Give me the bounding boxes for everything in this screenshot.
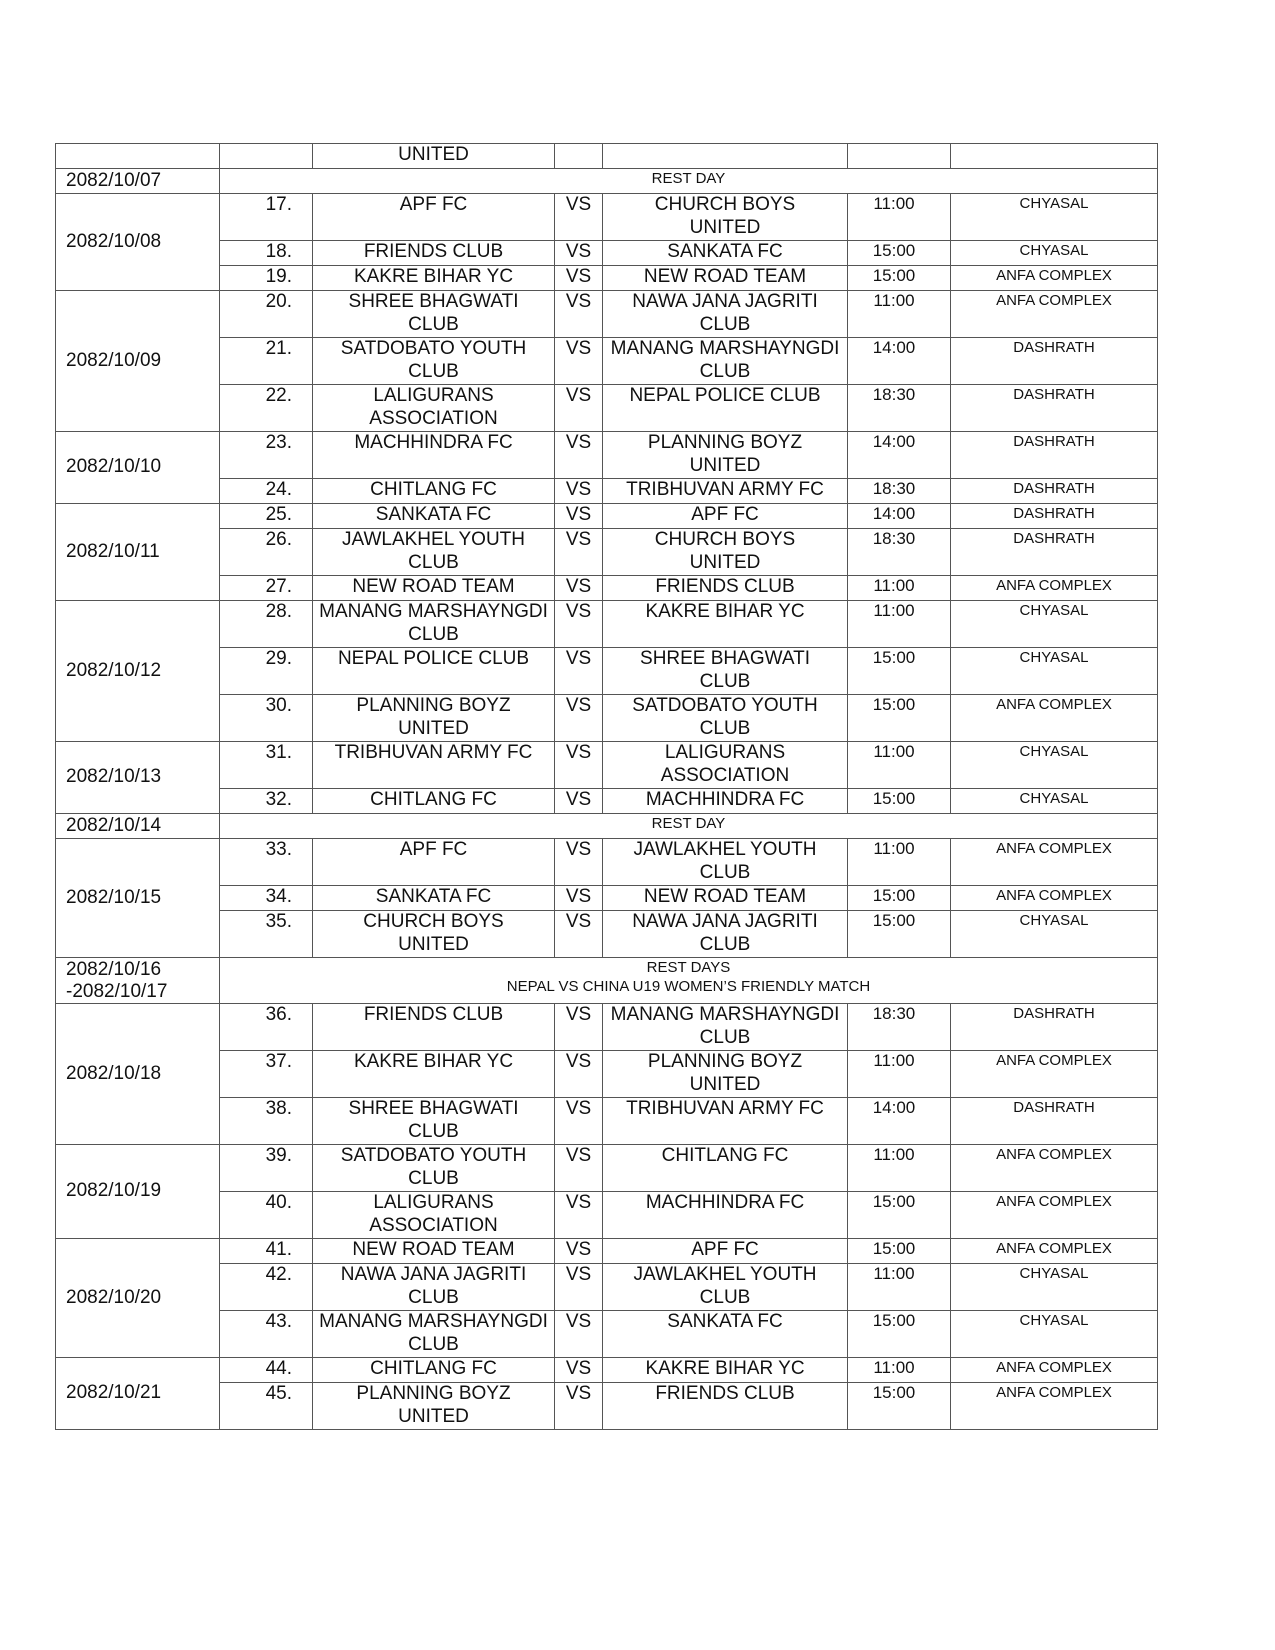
away-team-cell: FRIENDS CLUB: [603, 576, 848, 601]
time-cell: 14:00: [848, 432, 951, 479]
time-cell: 11:00: [848, 1358, 951, 1383]
home-team-cell: [313, 385, 555, 432]
match-number-cell: 40.: [220, 1192, 313, 1239]
vs-cell: VS: [555, 338, 603, 385]
match-row: [56, 1192, 1158, 1239]
match-number-cell: 29.: [220, 648, 313, 695]
venue-cell: ANFA COMPLEX: [951, 1051, 1158, 1098]
match-number-cell: 35.: [220, 911, 313, 958]
match-row: [56, 576, 1158, 601]
time-cell: 11:00: [848, 601, 951, 648]
rest-note-cell: [220, 958, 1158, 1004]
vs-cell: VS: [555, 1098, 603, 1145]
time-cell: 15:00: [848, 266, 951, 291]
venue-cell: ANFA COMPLEX: [951, 886, 1158, 911]
match-number-cell: 27.: [220, 576, 313, 601]
match-row: [56, 789, 1158, 814]
time-cell: 15:00: [848, 911, 951, 958]
match-row: [56, 1051, 1158, 1098]
away-team-cell-text: NAWA JANA JAGRITI CLUB: [632, 911, 818, 955]
venue-cell: ANFA COMPLEX: [951, 266, 1158, 291]
away-team-cell: TRIBHUVAN ARMY FC: [603, 1098, 848, 1145]
home-team-cell-text: LALIGURANS ASSOCIATION: [369, 1192, 498, 1236]
vs-cell: VS: [555, 1239, 603, 1264]
match-row: [56, 529, 1158, 576]
home-team-cell-text: JAWLAKHEL YOUTH CLUB: [341, 529, 525, 573]
time-cell: 15:00: [848, 1383, 951, 1430]
home-team-cell-text: LALIGURANS ASSOCIATION: [369, 385, 498, 429]
home-team-cell: NEPAL POLICE CLUB: [313, 648, 555, 695]
time-cell: 11:00: [848, 576, 951, 601]
away-team-cell: [603, 432, 848, 479]
time-cell: 18:30: [848, 385, 951, 432]
away-team-cell: MACHHINDRA FC: [603, 789, 848, 814]
match-number-cell: 42.: [220, 1264, 313, 1311]
time-cell: 18:30: [848, 479, 951, 504]
venue-cell: DASHRATH: [951, 1098, 1158, 1145]
rest-note-cell: [220, 814, 1158, 839]
vs-cell: VS: [555, 1145, 603, 1192]
match-number-cell: 22.: [220, 385, 313, 432]
home-team-cell: SANKATA FC: [313, 504, 555, 529]
match-row: [56, 291, 1158, 338]
date-cell: 2082/10/15: [56, 839, 220, 958]
home-team-cell-text: SHREE BHAGWATI CLUB: [348, 1098, 519, 1142]
time-cell: 14:00: [848, 1098, 951, 1145]
vs-cell: VS: [555, 504, 603, 529]
match-row: [56, 1239, 1158, 1264]
venue-cell: CHYASAL: [951, 601, 1158, 648]
home-team-cell: [313, 1192, 555, 1239]
vs-cell: VS: [555, 911, 603, 958]
match-row: [56, 1358, 1158, 1383]
time-cell: 11:00: [848, 742, 951, 789]
match-row: [56, 266, 1158, 291]
date-cell: 2082/10/08: [56, 194, 220, 291]
away-team-cell: SANKATA FC: [603, 1311, 848, 1358]
match-number-cell: 26.: [220, 529, 313, 576]
venue-cell: CHYASAL: [951, 194, 1158, 241]
vs-cell: VS: [555, 1264, 603, 1311]
venue-cell: DASHRATH: [951, 338, 1158, 385]
venue-cell: ANFA COMPLEX: [951, 839, 1158, 886]
rest-day-row: [56, 958, 1158, 1004]
away-team-cell: [603, 1051, 848, 1098]
time-cell: 11:00: [848, 1051, 951, 1098]
away-team-cell-text: CHURCH BOYS UNITED: [654, 194, 796, 238]
venue-cell: DASHRATH: [951, 504, 1158, 529]
match-number-cell: 36.: [220, 1004, 313, 1051]
vs-cell: VS: [555, 241, 603, 266]
home-team-cell: TRIBHUVAN ARMY FC: [313, 742, 555, 789]
home-team-cell-text: MANANG MARSHAYNGDI CLUB: [319, 1311, 548, 1355]
match-number-cell: 23.: [220, 432, 313, 479]
venue-cell: ANFA COMPLEX: [951, 576, 1158, 601]
time-cell: 11:00: [848, 1264, 951, 1311]
time-cell: 11:00: [848, 839, 951, 886]
away-team-cell-text: SATDOBATO YOUTH CLUB: [632, 695, 818, 739]
match-row: [56, 194, 1158, 241]
away-team-cell: APF FC: [603, 1239, 848, 1264]
match-row: [56, 1383, 1158, 1430]
home-team-cell: [313, 1383, 555, 1430]
venue-cell: CHYASAL: [951, 1264, 1158, 1311]
date-cell: [56, 144, 220, 169]
venue-cell: DASHRATH: [951, 479, 1158, 504]
time-cell: [848, 144, 951, 169]
match-row: [56, 839, 1158, 886]
match-row: [56, 695, 1158, 742]
time-cell: 15:00: [848, 1192, 951, 1239]
away-team-cell: [603, 194, 848, 241]
vs-cell: VS: [555, 742, 603, 789]
home-team-cell: [313, 529, 555, 576]
home-team-cell: [313, 338, 555, 385]
home-team-cell: CHITLANG FC: [313, 1358, 555, 1383]
vs-cell: VS: [555, 601, 603, 648]
date-cell: 2082/10/14: [56, 814, 220, 839]
match-row: [56, 338, 1158, 385]
time-cell: 18:30: [848, 529, 951, 576]
home-team-cell: [313, 1145, 555, 1192]
vs-cell: VS: [555, 576, 603, 601]
vs-cell: VS: [555, 194, 603, 241]
venue-cell: CHYASAL: [951, 241, 1158, 266]
home-team-cell: KAKRE BIHAR YC: [313, 1051, 555, 1098]
venue-cell: ANFA COMPLEX: [951, 291, 1158, 338]
vs-cell: VS: [555, 432, 603, 479]
match-row: [56, 432, 1158, 479]
away-team-cell: NEW ROAD TEAM: [603, 266, 848, 291]
venue-cell: ANFA COMPLEX: [951, 1145, 1158, 1192]
vs-cell: VS: [555, 1004, 603, 1051]
venue-cell: CHYASAL: [951, 648, 1158, 695]
match-number-cell: 39.: [220, 1145, 313, 1192]
venue-cell: ANFA COMPLEX: [951, 695, 1158, 742]
rest-note-cell: [220, 169, 1158, 194]
vs-cell: VS: [555, 1051, 603, 1098]
home-team-cell: FRIENDS CLUB: [313, 241, 555, 266]
away-team-cell: MACHHINDRA FC: [603, 1192, 848, 1239]
home-team-cell: CHITLANG FC: [313, 479, 555, 504]
home-team-cell: [313, 1098, 555, 1145]
away-team-cell-text: LALIGURANS ASSOCIATION: [660, 742, 790, 786]
away-team-cell-text: MANANG MARSHAYNGDI CLUB: [610, 338, 840, 382]
venue-cell: DASHRATH: [951, 432, 1158, 479]
time-cell: 11:00: [848, 1145, 951, 1192]
match-row: [56, 1098, 1158, 1145]
date-cell: 2082/10/11: [56, 504, 220, 601]
home-team-cell-text: SATDOBATO YOUTH CLUB: [340, 1145, 527, 1189]
time-cell: 18:30: [848, 1004, 951, 1051]
match-number-cell: 19.: [220, 266, 313, 291]
rest-label: REST DAY: [651, 815, 726, 832]
venue-cell: [951, 144, 1158, 169]
match-number-cell: 43.: [220, 1311, 313, 1358]
away-team-cell: FRIENDS CLUB: [603, 1383, 848, 1430]
match-row: [56, 742, 1158, 789]
venue-cell: CHYASAL: [951, 789, 1158, 814]
date-cell: 2082/10/20: [56, 1239, 220, 1358]
home-team-cell: KAKRE BIHAR YC: [313, 266, 555, 291]
date-cell: 2082/10/21: [56, 1358, 220, 1430]
match-row: [56, 1264, 1158, 1311]
match-number-cell: 33.: [220, 839, 313, 886]
away-team-cell-text: PLANNING BOYZ UNITED: [647, 1051, 803, 1095]
match-row: [56, 648, 1158, 695]
match-number-cell: 18.: [220, 241, 313, 266]
vs-cell: VS: [555, 1358, 603, 1383]
vs-cell: VS: [555, 529, 603, 576]
match-row: [56, 1004, 1158, 1051]
time-cell: 15:00: [848, 886, 951, 911]
date-cell: [56, 958, 220, 1004]
match-row: [56, 1311, 1158, 1358]
vs-cell: VS: [555, 789, 603, 814]
away-team-cell: [603, 291, 848, 338]
time-cell: 15:00: [848, 241, 951, 266]
time-cell: 15:00: [848, 648, 951, 695]
vs-cell: VS: [555, 839, 603, 886]
match-row: [56, 601, 1158, 648]
home-team-cell: NEW ROAD TEAM: [313, 576, 555, 601]
vs-cell: VS: [555, 648, 603, 695]
home-team-cell: [313, 601, 555, 648]
away-team-cell-text: PLANNING BOYZ UNITED: [647, 432, 803, 476]
home-team-cell: [313, 291, 555, 338]
away-team-cell: SANKATA FC: [603, 241, 848, 266]
away-team-cell-text: CHURCH BOYS UNITED: [654, 529, 796, 573]
match-row: [56, 1145, 1158, 1192]
fixture-table: [55, 143, 1158, 1430]
date-cell: 2082/10/13: [56, 742, 220, 814]
home-team-cell-text: SHREE BHAGWATI CLUB: [348, 291, 519, 335]
match-number-cell: 21.: [220, 338, 313, 385]
home-team-cell: NEW ROAD TEAM: [313, 1239, 555, 1264]
date-range-text: 2082/10/16 -2082/10/17: [66, 958, 168, 1002]
away-team-cell: TRIBHUVAN ARMY FC: [603, 479, 848, 504]
match-number-cell: 28.: [220, 601, 313, 648]
match-number-cell: 34.: [220, 886, 313, 911]
home-team-cell: [313, 695, 555, 742]
rest-day-row: [56, 169, 1158, 194]
vs-cell: VS: [555, 886, 603, 911]
venue-cell: DASHRATH: [951, 1004, 1158, 1051]
away-team-cell-text: SHREE BHAGWATI CLUB: [640, 648, 810, 692]
home-team-cell: CHITLANG FC: [313, 789, 555, 814]
vs-cell: [555, 144, 603, 169]
home-team-cell: [313, 1264, 555, 1311]
match-row: [56, 504, 1158, 529]
match-number-cell: 38.: [220, 1098, 313, 1145]
date-cell: 2082/10/19: [56, 1145, 220, 1239]
venue-cell: DASHRATH: [951, 529, 1158, 576]
match-row: [56, 479, 1158, 504]
time-cell: 15:00: [848, 1239, 951, 1264]
time-cell: 11:00: [848, 291, 951, 338]
venue-cell: CHYASAL: [951, 911, 1158, 958]
away-team-cell: [603, 1264, 848, 1311]
home-team-cell: APF FC: [313, 194, 555, 241]
rest-label: REST DAYS: [646, 959, 731, 976]
match-number-cell: 17.: [220, 194, 313, 241]
time-cell: 11:00: [848, 194, 951, 241]
rest-day-row: [56, 814, 1158, 839]
vs-cell: VS: [555, 1383, 603, 1430]
away-team-cell: NEPAL POLICE CLUB: [603, 385, 848, 432]
fixture-table-body: [56, 144, 1158, 1430]
time-cell: 15:00: [848, 789, 951, 814]
away-team-cell: KAKRE BIHAR YC: [603, 601, 848, 648]
time-cell: 15:00: [848, 695, 951, 742]
rest-label: REST DAY: [651, 170, 726, 187]
home-team-cell: SANKATA FC: [313, 886, 555, 911]
home-team-cell: FRIENDS CLUB: [313, 1004, 555, 1051]
match-number-cell: 25.: [220, 504, 313, 529]
match-number-cell: 31.: [220, 742, 313, 789]
venue-cell: CHYASAL: [951, 1311, 1158, 1358]
home-team-cell: APF FC: [313, 839, 555, 886]
match-number-cell: [220, 144, 313, 169]
match-number-cell: 41.: [220, 1239, 313, 1264]
away-team-cell: NEW ROAD TEAM: [603, 886, 848, 911]
match-number-cell: 32.: [220, 789, 313, 814]
match-number-cell: 45.: [220, 1383, 313, 1430]
venue-cell: ANFA COMPLEX: [951, 1358, 1158, 1383]
away-team-cell-text: MANANG MARSHAYNGDI CLUB: [610, 1004, 840, 1048]
away-team-cell-text: JAWLAKHEL YOUTH CLUB: [633, 839, 817, 883]
home-team-cell: UNITED: [313, 144, 555, 169]
date-cell: 2082/10/07: [56, 169, 220, 194]
venue-cell: CHYASAL: [951, 742, 1158, 789]
home-team-cell-text: PLANNING BOYZ UNITED: [356, 1383, 511, 1427]
vs-cell: VS: [555, 479, 603, 504]
match-row: [56, 385, 1158, 432]
vs-cell: VS: [555, 291, 603, 338]
date-cell: 2082/10/09: [56, 291, 220, 432]
home-team-cell-text: SATDOBATO YOUTH CLUB: [340, 338, 527, 382]
date-cell: 2082/10/18: [56, 1004, 220, 1145]
match-number-cell: 37.: [220, 1051, 313, 1098]
away-team-cell: [603, 338, 848, 385]
home-team-cell-text: NAWA JANA JAGRITI CLUB: [340, 1264, 527, 1308]
match-row: [56, 911, 1158, 958]
home-team-cell-text: CHURCH BOYS UNITED: [363, 911, 504, 955]
venue-cell: ANFA COMPLEX: [951, 1383, 1158, 1430]
date-cell: 2082/10/10: [56, 432, 220, 504]
match-row: [56, 241, 1158, 266]
away-team-cell: [603, 144, 848, 169]
continuation-row: [56, 144, 1158, 169]
date-cell: 2082/10/12: [56, 601, 220, 742]
vs-cell: VS: [555, 266, 603, 291]
venue-cell: DASHRATH: [951, 385, 1158, 432]
venue-cell: ANFA COMPLEX: [951, 1239, 1158, 1264]
away-team-cell: [603, 529, 848, 576]
away-team-cell: [603, 648, 848, 695]
vs-cell: VS: [555, 385, 603, 432]
vs-cell: VS: [555, 1192, 603, 1239]
match-number-cell: 30.: [220, 695, 313, 742]
away-team-cell-text: JAWLAKHEL YOUTH CLUB: [633, 1264, 817, 1308]
home-team-cell: [313, 1311, 555, 1358]
away-team-cell: [603, 695, 848, 742]
away-team-cell: [603, 839, 848, 886]
vs-cell: VS: [555, 695, 603, 742]
time-cell: 15:00: [848, 1311, 951, 1358]
away-team-cell: APF FC: [603, 504, 848, 529]
venue-cell: ANFA COMPLEX: [951, 1192, 1158, 1239]
time-cell: 14:00: [848, 504, 951, 529]
match-number-cell: 20.: [220, 291, 313, 338]
match-number-cell: 24.: [220, 479, 313, 504]
match-number-cell: 44.: [220, 1358, 313, 1383]
away-team-cell-text: NAWA JANA JAGRITI CLUB: [632, 291, 818, 335]
away-team-cell: CHITLANG FC: [603, 1145, 848, 1192]
home-team-cell: MACHHINDRA FC: [313, 432, 555, 479]
rest-note: NEPAL VS CHINA U19 WOMEN’S FRIENDLY MATCH: [506, 978, 871, 995]
home-team-cell: [313, 911, 555, 958]
away-team-cell: [603, 911, 848, 958]
away-team-cell: KAKRE BIHAR YC: [603, 1358, 848, 1383]
match-row: [56, 886, 1158, 911]
home-team-cell-text: PLANNING BOYZ UNITED: [356, 695, 511, 739]
home-team-cell-text: MANANG MARSHAYNGDI CLUB: [319, 601, 548, 645]
away-team-cell: [603, 742, 848, 789]
time-cell: 14:00: [848, 338, 951, 385]
away-team-cell: [603, 1004, 848, 1051]
vs-cell: VS: [555, 1311, 603, 1358]
